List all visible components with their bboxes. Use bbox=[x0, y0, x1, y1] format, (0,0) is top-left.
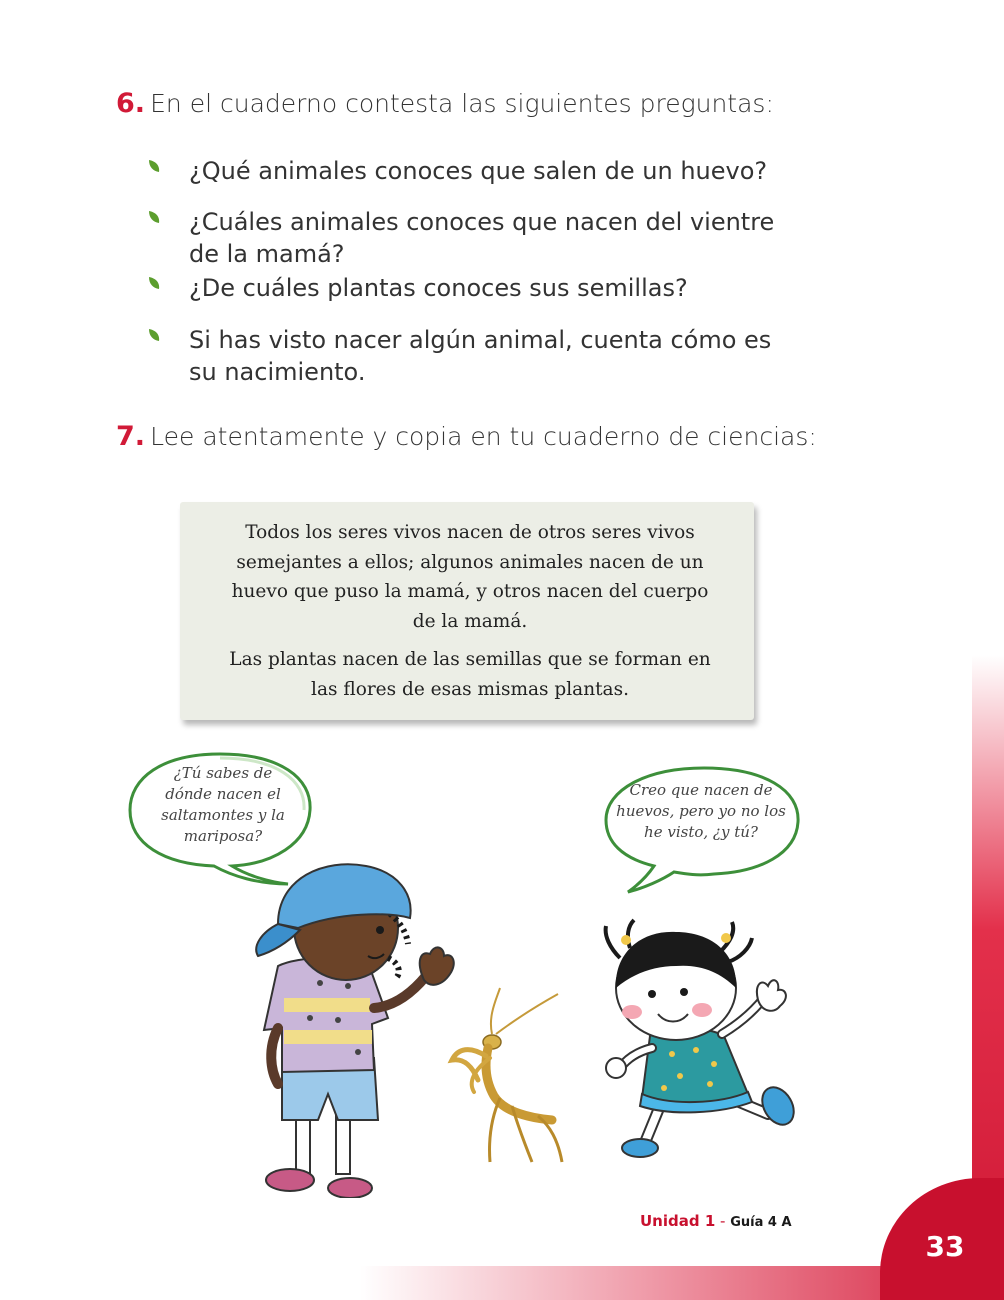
unit-label: Unidad 1 bbox=[640, 1212, 716, 1230]
question-7-heading bbox=[116, 421, 876, 452]
bullet-text: ¿Qué animales conoces que salen de un huevo? bbox=[189, 157, 768, 185]
footer-separator: - bbox=[720, 1212, 726, 1230]
note-paragraph: Las plantas nacen de las semillas que se forman en las flores de esas mismas plantas. bbox=[229, 649, 711, 700]
footer-unit-label bbox=[640, 1212, 860, 1230]
leaf-bullet-icon bbox=[148, 210, 160, 224]
leaf-bullet-icon bbox=[148, 276, 160, 290]
question-text: En el cuaderno contesta las siguientes preguntas: bbox=[150, 89, 774, 118]
bullet-text: ¿Cuáles animales conoces que nacen del vientre de la mamá? bbox=[189, 208, 775, 268]
note-paragraph: Todos los seres vivos nacen de otros seres vivos semejantes a ellos; algunos animales nacen de un huevo que puso la mamá, y otros nacen del cuerpo de la mamá. bbox=[231, 522, 709, 632]
note-box bbox=[180, 502, 754, 720]
list-item bbox=[148, 155, 788, 189]
boy-speech-text: ¿Tú sabes de dónde nacen el saltamontes y la mariposa? bbox=[161, 764, 285, 845]
question-number: 7. bbox=[116, 421, 146, 452]
decorative-side-band bbox=[972, 655, 1004, 1265]
leaf-bullet-icon bbox=[148, 328, 160, 342]
question-text: Lee atentamente y copia en tu cuaderno de ciencias: bbox=[150, 422, 817, 451]
list-item bbox=[148, 206, 788, 272]
question-6-heading bbox=[116, 88, 816, 119]
list-item bbox=[148, 324, 788, 390]
leaf-bullet-icon bbox=[148, 159, 160, 173]
page-number: 33 bbox=[925, 1230, 965, 1263]
bullet-text: ¿De cuáles plantas conoces sus semillas? bbox=[189, 274, 688, 302]
bullet-text: Si has visto nacer algún animal, cuenta cómo es su nacimiento. bbox=[189, 326, 772, 386]
girl-illustration bbox=[580, 918, 810, 1168]
guide-label: Guía 4 A bbox=[730, 1215, 792, 1230]
list-item bbox=[148, 272, 788, 306]
girl-speech-text: Creo que nacen de huevos, pero yo no los he visto, ¿y tú? bbox=[616, 781, 786, 841]
question-number: 6. bbox=[116, 88, 146, 119]
mantis-illustration bbox=[440, 986, 580, 1166]
